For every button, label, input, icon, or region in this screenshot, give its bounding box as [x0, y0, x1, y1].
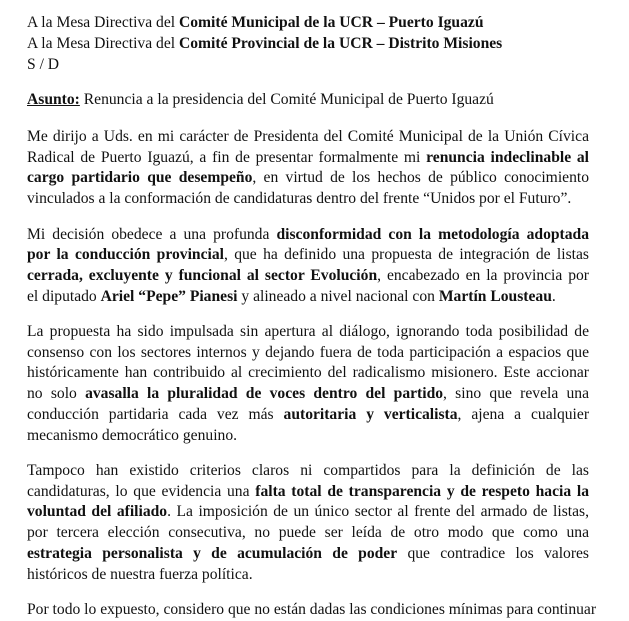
header-line-sd: S / D [27, 56, 60, 73]
subject-line [27, 90, 494, 111]
subject-text: Renuncia a la presidencia del Comité Municipal de Puerto Iguazú [79, 91, 494, 108]
header-line-provincial: A la Mesa Directiva del Comité Provincial de la UCR – Distrito Misiones [27, 35, 503, 52]
header-line-municipal: A la Mesa Directiva del Comité Municipal de la UCR – Puerto Iguazú [27, 14, 484, 31]
subject-label: Asunto: [27, 91, 80, 108]
municipal-committee-name: Comité Municipal de la UCR – Puerto Iguazú [179, 14, 484, 31]
letter-page: A la Mesa Directiva del Comité Municipal de la UCR – Puerto Iguazú A la Mesa Directiva del Comité Provincial de la UCR – Distrito Misiones S / D Asunto: Renuncia a la presidencia del Comité Municipal de Puerto Iguazú Me dirijo a Uds. en mi carácter de Presidenta del Comité Municipal de la Unión Cívica Radical de Puerto Iguazú, a fin de presentar formalmente mi renuncia indeclinable al cargo partidario que desempeño, en virtud de los hechos de público conocimiento vinculados a la conformación de candidaturas dentro del frente “Unidos por el Futuro”. Mi decisión obedece a una profunda disconformidad con la metodología adoptada por la conducción provincial, que ha definido una propuesta de integración de listas cerrada, excluyente y funcional al sector Evolución, encabezado en la provincia por el diputado Ariel “Pepe” Pianesi y alineado a nivel nacional con Martín Lousteau. La propuesta ha sido impulsada sin apertura al diálogo, ignorando toda posibilidad de consenso con los sectores internos y dejando fuera de toda participación a espacios que históricamente han contribuido al crecimiento del radicalismo misionero. Este accionar no solo avasalla la pluralidad de voces dentro del partido, sino que revela una conducción partidaria cada vez más autoritaria y verticalista, ajena a cualquier mecanismo democrático genuino. Tampoco han existido criterios claros ni compartidos para la definición de las candidaturas, lo que evidencia una falta total de transparencia y de respeto hacia la voluntad del afiliado. La imposición de un único sector al frente del armado de listas, por tercera elección consecutiva, no puede ser leída de otro modo que como una estrategia personalista y de acumulación de poder que contradice los valores históricos de nuestra fuerza política. Por todo lo expuesto, considero que no están dadas las condiciones mínimas para continuar [27, 14, 597, 618]
provincial-committee-name: Comité Provincial de la UCR – Distrito Misiones [179, 35, 503, 52]
paragraph-5-cutoff: Por todo lo expuesto, considero que no están dadas las condiciones mínimas para continuar [27, 601, 597, 618]
